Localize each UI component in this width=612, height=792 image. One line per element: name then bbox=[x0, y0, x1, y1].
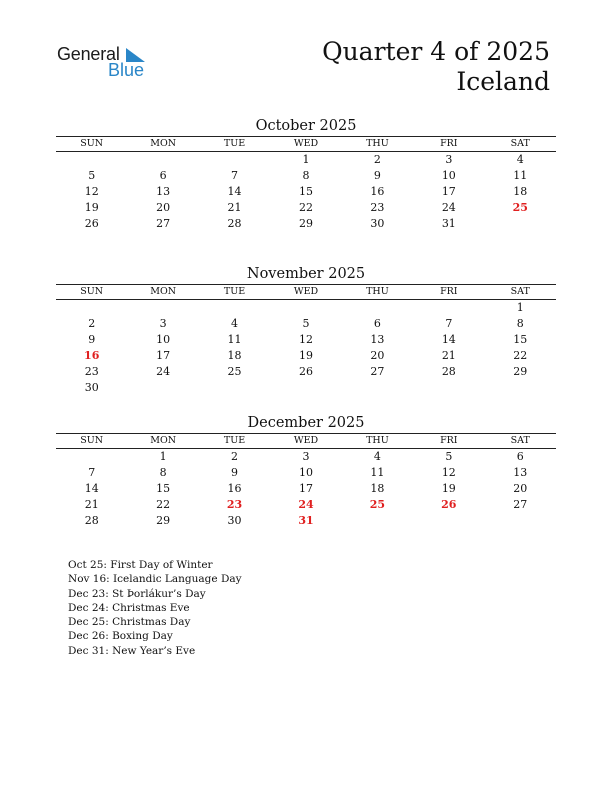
date-cell: 17 bbox=[156, 349, 171, 362]
holiday-note: Dec 24: Christmas Eve bbox=[68, 601, 190, 614]
week-row bbox=[56, 332, 556, 348]
date-cell: 28 bbox=[441, 365, 456, 378]
date-cell: 19 bbox=[441, 482, 456, 495]
date-cell: 7 bbox=[88, 466, 96, 479]
week-row bbox=[56, 300, 556, 316]
date-cell: 6 bbox=[516, 450, 524, 463]
week-row bbox=[56, 184, 556, 200]
date-cell: 12 bbox=[84, 185, 99, 198]
weekday-label: THU bbox=[366, 435, 389, 446]
date-cell: 15 bbox=[156, 482, 171, 495]
date-cell: 22 bbox=[513, 349, 528, 362]
date-cell: 9 bbox=[231, 466, 239, 479]
date-cell: 11 bbox=[513, 169, 528, 182]
weekday-header-row bbox=[56, 285, 556, 299]
month-title: December 2025 bbox=[247, 415, 365, 431]
weekday-label: TUE bbox=[223, 286, 246, 297]
date-cell: 13 bbox=[370, 333, 385, 346]
weekday-header-row bbox=[56, 137, 556, 151]
weekday-label: WED bbox=[293, 435, 319, 446]
weekday-label: FRI bbox=[440, 435, 458, 446]
date-cell bbox=[342, 380, 413, 396]
week-row bbox=[56, 481, 556, 497]
weekday-label: TUE bbox=[223, 435, 246, 446]
logo-text-general: General bbox=[57, 44, 120, 64]
generalblue-logo bbox=[57, 44, 157, 80]
date-cell: 12 bbox=[298, 333, 313, 346]
date-cell: 24 bbox=[441, 201, 456, 214]
date-cell: 1 bbox=[302, 153, 310, 166]
month-december bbox=[56, 413, 556, 529]
date-cell: 20 bbox=[513, 482, 528, 495]
date-cell: 16 bbox=[370, 185, 385, 198]
holiday-note: Dec 31: New Year’s Eve bbox=[68, 644, 196, 657]
date-cell: 12 bbox=[441, 466, 456, 479]
date-cell bbox=[56, 152, 127, 168]
date-cell bbox=[127, 152, 198, 168]
month-october bbox=[56, 116, 556, 232]
date-cell: 4 bbox=[373, 450, 381, 463]
date-cell: 2 bbox=[231, 450, 239, 463]
date-cell: 27 bbox=[156, 217, 171, 230]
title-quarter: Quarter 4 of 2025 bbox=[322, 37, 550, 66]
weekday-label: SAT bbox=[510, 138, 530, 149]
date-cell bbox=[199, 300, 270, 316]
week-row bbox=[56, 216, 556, 232]
week-row bbox=[56, 152, 556, 168]
page-title bbox=[322, 37, 550, 97]
date-cell: 1 bbox=[516, 301, 524, 314]
date-cell bbox=[270, 380, 341, 396]
date-cell: 25 bbox=[227, 365, 242, 378]
date-cell: 26 bbox=[84, 217, 99, 230]
date-cell: 20 bbox=[370, 349, 385, 362]
date-cell bbox=[127, 380, 198, 396]
weekday-header-row bbox=[56, 434, 556, 448]
weekday-label: THU bbox=[366, 286, 389, 297]
date-cell: 8 bbox=[302, 169, 310, 182]
holiday-date-cell: 23 bbox=[226, 498, 243, 511]
date-cell: 23 bbox=[370, 201, 385, 214]
date-cell bbox=[413, 300, 484, 316]
date-cell bbox=[485, 216, 556, 232]
date-cell bbox=[485, 380, 556, 396]
date-cell: 3 bbox=[159, 317, 167, 330]
date-cell: 14 bbox=[441, 333, 456, 346]
holiday-notes-list bbox=[68, 558, 242, 658]
week-row bbox=[56, 513, 556, 529]
date-cell: 9 bbox=[373, 169, 381, 182]
week-row bbox=[56, 465, 556, 481]
date-cell: 28 bbox=[227, 217, 242, 230]
date-cell bbox=[56, 300, 127, 316]
weekday-label: SAT bbox=[510, 286, 530, 297]
weekday-label: SUN bbox=[80, 286, 104, 297]
date-cell bbox=[199, 380, 270, 396]
date-cell bbox=[199, 152, 270, 168]
title-country: Iceland bbox=[456, 67, 550, 96]
date-cell: 9 bbox=[88, 333, 96, 346]
date-cell: 3 bbox=[302, 450, 310, 463]
holiday-date-cell: 24 bbox=[298, 498, 314, 511]
date-cell: 14 bbox=[227, 185, 242, 198]
holiday-note: Dec 25: Christmas Day bbox=[68, 616, 191, 629]
date-cell: 6 bbox=[373, 317, 381, 330]
week-row bbox=[56, 200, 556, 216]
date-cell: 19 bbox=[84, 201, 99, 214]
weekday-label: SUN bbox=[80, 435, 104, 446]
logo-text-blue: Blue bbox=[108, 60, 145, 80]
date-cell: 4 bbox=[231, 317, 239, 330]
date-cell bbox=[270, 300, 341, 316]
date-cell: 30 bbox=[370, 217, 385, 230]
date-cell: 18 bbox=[227, 349, 242, 362]
date-cell bbox=[127, 300, 198, 316]
date-cell: 5 bbox=[302, 317, 310, 330]
week-row bbox=[56, 449, 556, 465]
month-title: November 2025 bbox=[246, 266, 366, 282]
date-cell: 29 bbox=[298, 217, 313, 230]
date-cell bbox=[342, 513, 413, 529]
month-title: October 2025 bbox=[255, 118, 357, 134]
weekday-label: MON bbox=[150, 435, 177, 446]
date-cell: 11 bbox=[370, 466, 385, 479]
date-cell: 6 bbox=[159, 169, 167, 182]
date-cell: 14 bbox=[84, 482, 99, 495]
date-cell: 17 bbox=[298, 482, 313, 495]
weekday-label: SAT bbox=[510, 435, 530, 446]
week-row bbox=[56, 168, 556, 184]
week-row bbox=[56, 364, 556, 380]
date-cell: 10 bbox=[156, 333, 171, 346]
date-cell: 11 bbox=[227, 333, 242, 346]
date-cell: 13 bbox=[156, 185, 171, 198]
weekday-label: WED bbox=[293, 138, 319, 149]
date-cell: 18 bbox=[370, 482, 385, 495]
date-cell: 7 bbox=[445, 317, 453, 330]
week-row bbox=[56, 380, 556, 396]
date-cell: 21 bbox=[84, 498, 99, 511]
date-cell: 17 bbox=[441, 185, 456, 198]
date-cell: 28 bbox=[84, 514, 99, 527]
holiday-note: Dec 23: St Þorlákur’s Day bbox=[68, 587, 206, 600]
date-cell: 29 bbox=[156, 514, 171, 527]
date-cell: 13 bbox=[513, 466, 528, 479]
holiday-note: Oct 25: First Day of Winter bbox=[68, 559, 213, 571]
date-cell: 4 bbox=[516, 153, 524, 166]
date-cell: 8 bbox=[159, 466, 167, 479]
date-cell: 21 bbox=[441, 349, 456, 362]
date-cell: 18 bbox=[513, 185, 528, 198]
date-cell: 7 bbox=[231, 169, 239, 182]
date-cell: 21 bbox=[227, 201, 242, 214]
holiday-date-cell: 31 bbox=[298, 514, 314, 527]
holiday-date-cell: 25 bbox=[512, 201, 528, 214]
date-cell: 3 bbox=[445, 153, 453, 166]
weekday-label: THU bbox=[366, 138, 389, 149]
weekday-label: SUN bbox=[80, 138, 104, 149]
weekday-label: MON bbox=[150, 138, 177, 149]
date-cell: 30 bbox=[84, 381, 99, 394]
week-row bbox=[56, 497, 556, 513]
date-cell: 19 bbox=[298, 349, 313, 362]
date-cell bbox=[485, 513, 556, 529]
month-november bbox=[56, 264, 556, 396]
date-cell: 2 bbox=[373, 153, 381, 166]
date-cell: 20 bbox=[156, 201, 171, 214]
week-row bbox=[56, 348, 556, 364]
date-cell: 5 bbox=[445, 450, 453, 463]
date-cell: 2 bbox=[88, 317, 96, 330]
date-cell: 31 bbox=[441, 217, 456, 230]
date-cell: 24 bbox=[156, 365, 171, 378]
date-cell bbox=[56, 449, 127, 465]
date-cell: 27 bbox=[370, 365, 385, 378]
date-cell: 16 bbox=[227, 482, 242, 495]
date-cell bbox=[342, 300, 413, 316]
date-cell: 27 bbox=[513, 498, 528, 511]
date-cell: 10 bbox=[298, 466, 313, 479]
holiday-date-cell: 25 bbox=[369, 498, 386, 511]
date-cell: 1 bbox=[159, 450, 167, 463]
weekday-label: FRI bbox=[440, 286, 458, 297]
date-cell: 22 bbox=[156, 498, 171, 511]
weekday-label: TUE bbox=[223, 138, 246, 149]
date-cell: 8 bbox=[516, 317, 524, 330]
weekday-label: MON bbox=[150, 286, 177, 297]
weekday-label: FRI bbox=[440, 138, 458, 149]
holiday-date-cell: 26 bbox=[441, 498, 457, 511]
date-cell: 22 bbox=[298, 201, 313, 214]
date-cell: 26 bbox=[298, 365, 313, 378]
date-cell: 5 bbox=[88, 169, 96, 182]
holiday-date-cell: 16 bbox=[84, 349, 100, 362]
date-cell: 15 bbox=[513, 333, 528, 346]
date-cell bbox=[413, 513, 484, 529]
weekday-label: WED bbox=[293, 286, 319, 297]
date-cell: 29 bbox=[513, 365, 528, 378]
holiday-note: Dec 26: Boxing Day bbox=[68, 630, 173, 643]
date-cell: 23 bbox=[84, 365, 99, 378]
date-cell: 10 bbox=[441, 169, 456, 182]
date-cell bbox=[413, 380, 484, 396]
holiday-note: Nov 16: Icelandic Language Day bbox=[68, 573, 242, 586]
date-cell: 30 bbox=[227, 514, 242, 527]
date-cell: 15 bbox=[298, 185, 313, 198]
week-row bbox=[56, 316, 556, 332]
